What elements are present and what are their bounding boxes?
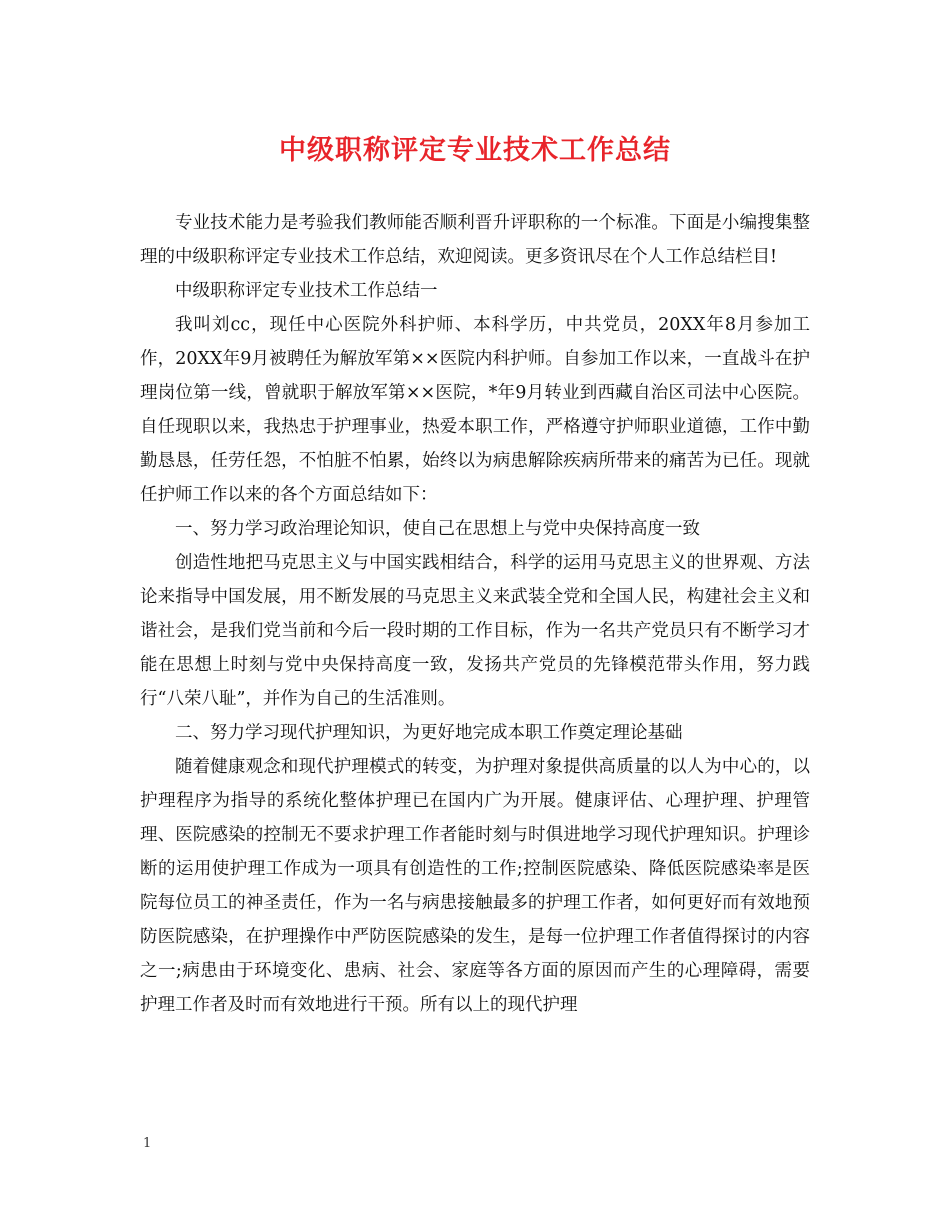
section-heading-political-study: 一、努力学习政治理论知识，使自己在思想上与党中央保持高度一致 bbox=[175, 519, 700, 539]
section-heading-nursing-knowledge: 二、努力学习现代护理知识，为更好地完成本职工作奠定理论基础 bbox=[175, 723, 683, 743]
political-study-paragraph: 创造性地把马克思主义与中国实践相结合，科学的运用马克思主义的世界观、方法论来指导中国发展，用不断发展的马克思主义来武装全党和全国人民，构建社会主义和谐社会，是我们党当前和今后一段时期的工作目标，作为一名共产党员只有不断学习才能在思想上时刻与党中央保持高度一致，发扬共产党员的先锋模范带头作用，努力践行“八荣八耻”，并作为自己的生活准则。 bbox=[140, 553, 810, 709]
section-heading-summary-one: 中级职称评定专业技术工作总结一 bbox=[175, 281, 438, 301]
nursing-knowledge-paragraph: 随着健康观念和现代护理模式的转变，为护理对象提供高质量的以人为中心的，以护理程序为指导的系统化整体护理已在国内广为开展。健康评估、心理护理、护理管理、医院感染的控制无不要求护理工作者能时刻与时俱进地学习现代护理知识。护理诊断的运用使护理工作成为一项具有创造性的工作;控制医院感染、降低医院感染率是医院每位员工的神圣责任，作为一名与病患接触最多的护理工作者，如何更好而有效地预防医院感染，在护理操作中严防医院感染的发生，是每一位护理工作者值得探讨的内容之一;病患由于环境变化、患病、社会、家庭等各方面的原因而产生的心理障碍，需要护理工作者及时而有效地进行干预。所有以上的现代护理 bbox=[140, 757, 810, 1015]
intro-paragraph: 专业技术能力是考验我们教师能否顺利晋升评职称的一个标准。下面是小编搜集整理的中级职称评定专业技术工作总结，欢迎阅读。更多资讯尽在个人工作总结栏目! bbox=[140, 213, 810, 267]
self-introduction-paragraph: 我叫刘cc，现任中心医院外科护师、本科学历，中共党员，20XX年8月参加工作，20XX年9月被聘任为解放军第××医院内科护师。自参加工作以来，一直战斗在护理岗位第一线，曾就职于解放军第××医院，*年9月转业到西藏自治区司法中心医院。自任现职以来，我热忠于护理事业，热爱本职工作，严格遵守护师职业道德，工作中勤勤恳恳，任劳任怨，不怕脏不怕累，始终以为病患解除疾病所带来的痛苦为已任。现就任护师工作以来的各个方面总结如下： bbox=[140, 315, 810, 505]
page-number: 1 bbox=[143, 1136, 152, 1151]
document-body bbox=[140, 206, 810, 1022]
document-title: 中级职称评定专业技术工作总结 bbox=[279, 135, 671, 166]
